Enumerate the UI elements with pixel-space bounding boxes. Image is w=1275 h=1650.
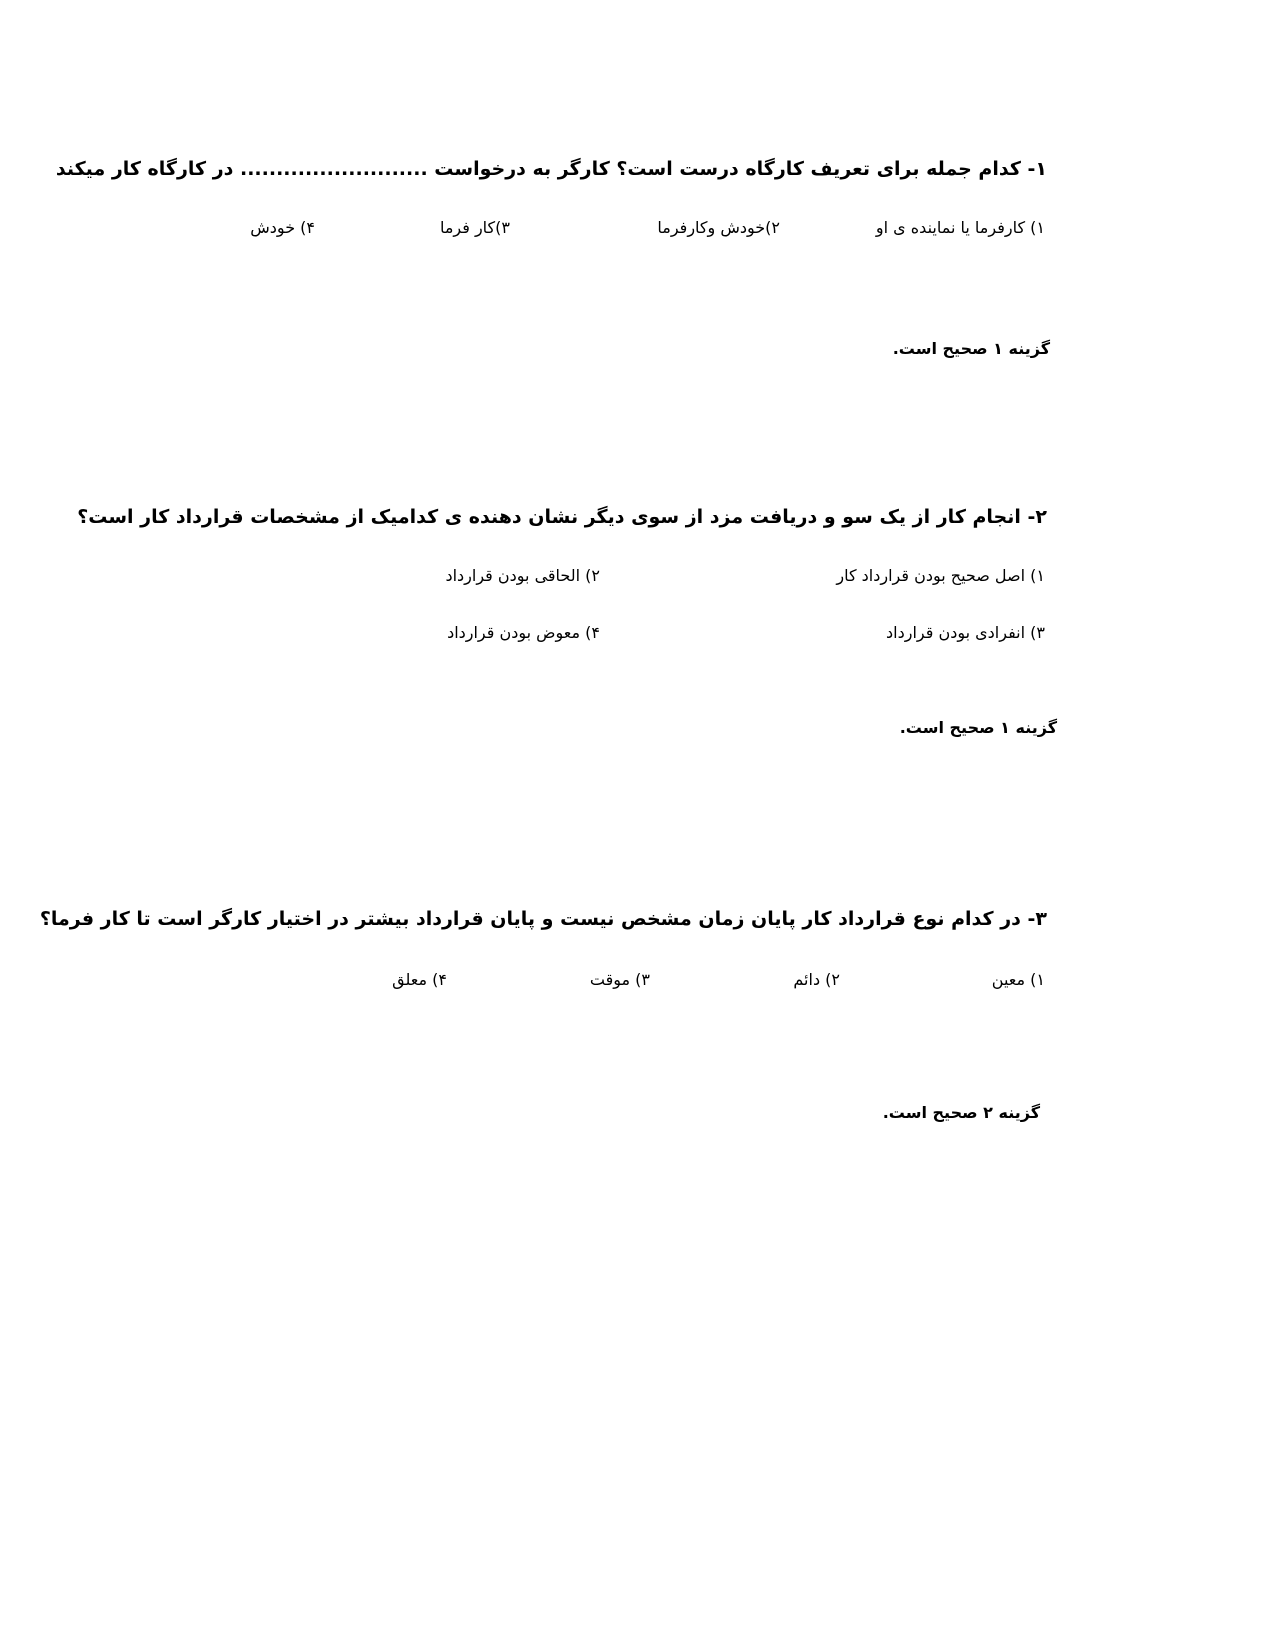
- question-2-text: ۲- انجام کار از یک سو و دریافت مزد از سوی دیگر نشان دهنده ی کدامیک از مشخصات قرارداد کار است؟: [77, 506, 1047, 528]
- question-3-option-2: ۲) دائم: [793, 970, 840, 989]
- question-1-option-1: ۱) کارفرما یا نماینده ی او: [875, 218, 1045, 237]
- question-2-answer: گزینه ۱ صحیح است.: [899, 718, 1057, 737]
- question-3-option-1: ۱) معین: [991, 970, 1045, 989]
- question-3-option-4: ۴) معلق: [392, 970, 447, 989]
- question-3-answer: گزینه ۲ صحیح است.: [882, 1103, 1040, 1122]
- question-2-option-4: ۴) معوض بودن قرارداد: [447, 623, 600, 642]
- question-3-option-3: ۳) موقت: [589, 970, 650, 989]
- question-2-option-2: ۲) الحاقی بودن قرارداد: [445, 566, 600, 585]
- question-1-option-4: ۴) خودش: [250, 218, 315, 237]
- question-1-text: ۱- کدام جمله برای تعریف کارگاه درست است؟ کارگر به درخواست .......................... در کارگاه کار میکند: [55, 158, 1047, 180]
- question-1-option-2: ۲)خودش وکارفرما: [657, 218, 780, 237]
- question-1-answer: گزینه ۱ صحیح است.: [892, 339, 1050, 358]
- question-2-option-3: ۳) انفرادی بودن قرارداد: [886, 623, 1045, 642]
- question-3-text: ۳- در کدام نوع قرارداد کار پایان زمان مشخص نیست و پایان قرارداد بیشتر در اختیار کارگر است تا کار فرما؟: [39, 908, 1047, 930]
- question-2-option-1: ۱) اصل صحیح بودن قرارداد کار: [836, 566, 1045, 585]
- question-1-option-3: ۳)کار فرما: [439, 218, 510, 237]
